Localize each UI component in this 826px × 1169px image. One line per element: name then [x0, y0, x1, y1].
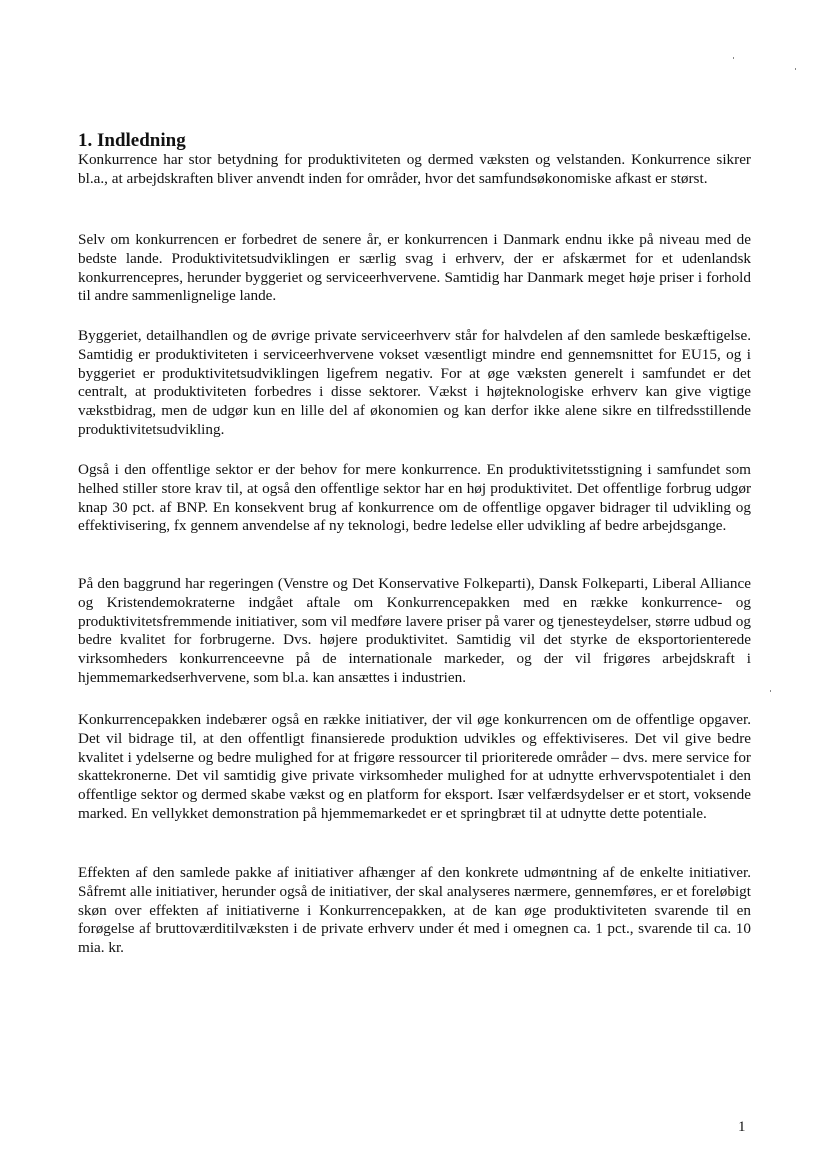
- paragraph-2: Selv om konkurrencen er forbedret de senere år, er konkurrencen i Danmark endnu ikke på niveau med de bedste lande. Produktivitetsudviklingen er særlig svag i erhverv, der er afskærmet for et udenlandsk konkurrencepres, herunder byggeriet og serviceerhvervene. Samtidig har Danmark meget høje priser i forhold til andre sammenlignelige lande.: [78, 231, 751, 305]
- paragraph-5: På den baggrund har regeringen (Venstre og Det Konservative Folkeparti), Dansk Folkeparti, Liberal Alliance og Kristendemokraterne indgået aftale om Konkurrencepakken med en række konkurrence- og produktivitetsfremmende initiativer, som vil medføre lavere priser på varer og tjenesteydelser, større udbud og bedre kvalitet for forbrugerne. Dvs. højere produktivitet. Samtidig vil det styrke de eksportorienterede virksomheders konkurrenceevne på de internationale markeder, og der vil frigøres arbejdskraft i hjemmemarkedserhvervene, som bl.a. kan ansættes i industrien.: [78, 575, 751, 686]
- scan-speck: [770, 690, 771, 692]
- section-heading: 1. Indledning: [78, 130, 186, 151]
- paragraph-6: Konkurrencepakken indebærer også en række initiativer, der vil øge konkurrencen om de offentlige opgaver. Det vil bidrage til, at den offentligt finansierede produktion udvikles og effektiviseres. Det vil give bedre kvalitet i ydelserne og bedre mulighed for at frigøre ressourcer til prioriterede områder – dvs. mere service for skattekronerne. Det vil samtidig give private virksomheder mulighed for at udnytte erhvervspotentialet i den offentlige sektor og dermed skabe vækst og en platform for eksport. Især velfærdsydelser er et stort, voksende marked. En vellykket demonstration på hjemmemarkedet er et springbræt til at udnytte dette potentiale.: [78, 711, 751, 822]
- page-number: 1: [738, 1119, 746, 1135]
- paragraph-4: Også i den offentlige sektor er der behov for mere konkurrence. En produktivitetsstigning i samfundet som helhed stiller store krav til, at også den offentlige sektor har en høj produktivitet. Det offentlige forbrug udgør knap 30 pct. af BNP. En konsekvent brug af konkurrence om de offentlige opgaver bidrager til udvikling og effektivisering, fx gennem anvendelse af ny teknologi, bedre ledelse eller udvikling af bedre arbejdsgange.: [78, 461, 751, 535]
- paragraph-3: Byggeriet, detailhandlen og de øvrige private serviceerhverv står for halvdelen af den samlede beskæftigelse. Samtidig er produktiviteten i serviceerhvervene vokset væsentligt mindre end gennemsnittet for EU15, og i byggeriet er produktivitetsudviklingen ligefrem negativ. For at øge væksten generelt i samfundet er det centralt, at produktiviteten forbedres i disse sektorer. Vækst i højteknologiske erhverv kan give vigtige vækstbidrag, men de udgør kun en lille del af økonomien og kan derfor ikke alene sikre en tilfredsstillende produktivitetsudvikling.: [78, 327, 751, 438]
- scan-speck: [795, 68, 796, 70]
- scan-speck: [733, 57, 734, 59]
- paragraph-1: Konkurrence har stor betydning for produktiviteten og dermed væksten og velstanden. Konkurrence sikrer bl.a., at arbejdskraften bliver anvendt inden for områder, hvor det samfundsøkonomiske afkast er størst.: [78, 151, 751, 187]
- paragraph-7: Effekten af den samlede pakke af initiativer afhænger af den konkrete udmøntning af de enkelte initiativer. Såfremt alle initiativer, herunder også de initiativer, der skal analyseres nærmere, gennemføres, er et foreløbigt skøn over effekten af initiativerne i Konkurrencepakken, at de kan øge produktiviteten svarende til en forøgelse af bruttoværditilvæksten i de private erhverv under ét med i omegnen ca. 1 pct., svarende til ca. 10 mia. kr.: [78, 864, 751, 957]
